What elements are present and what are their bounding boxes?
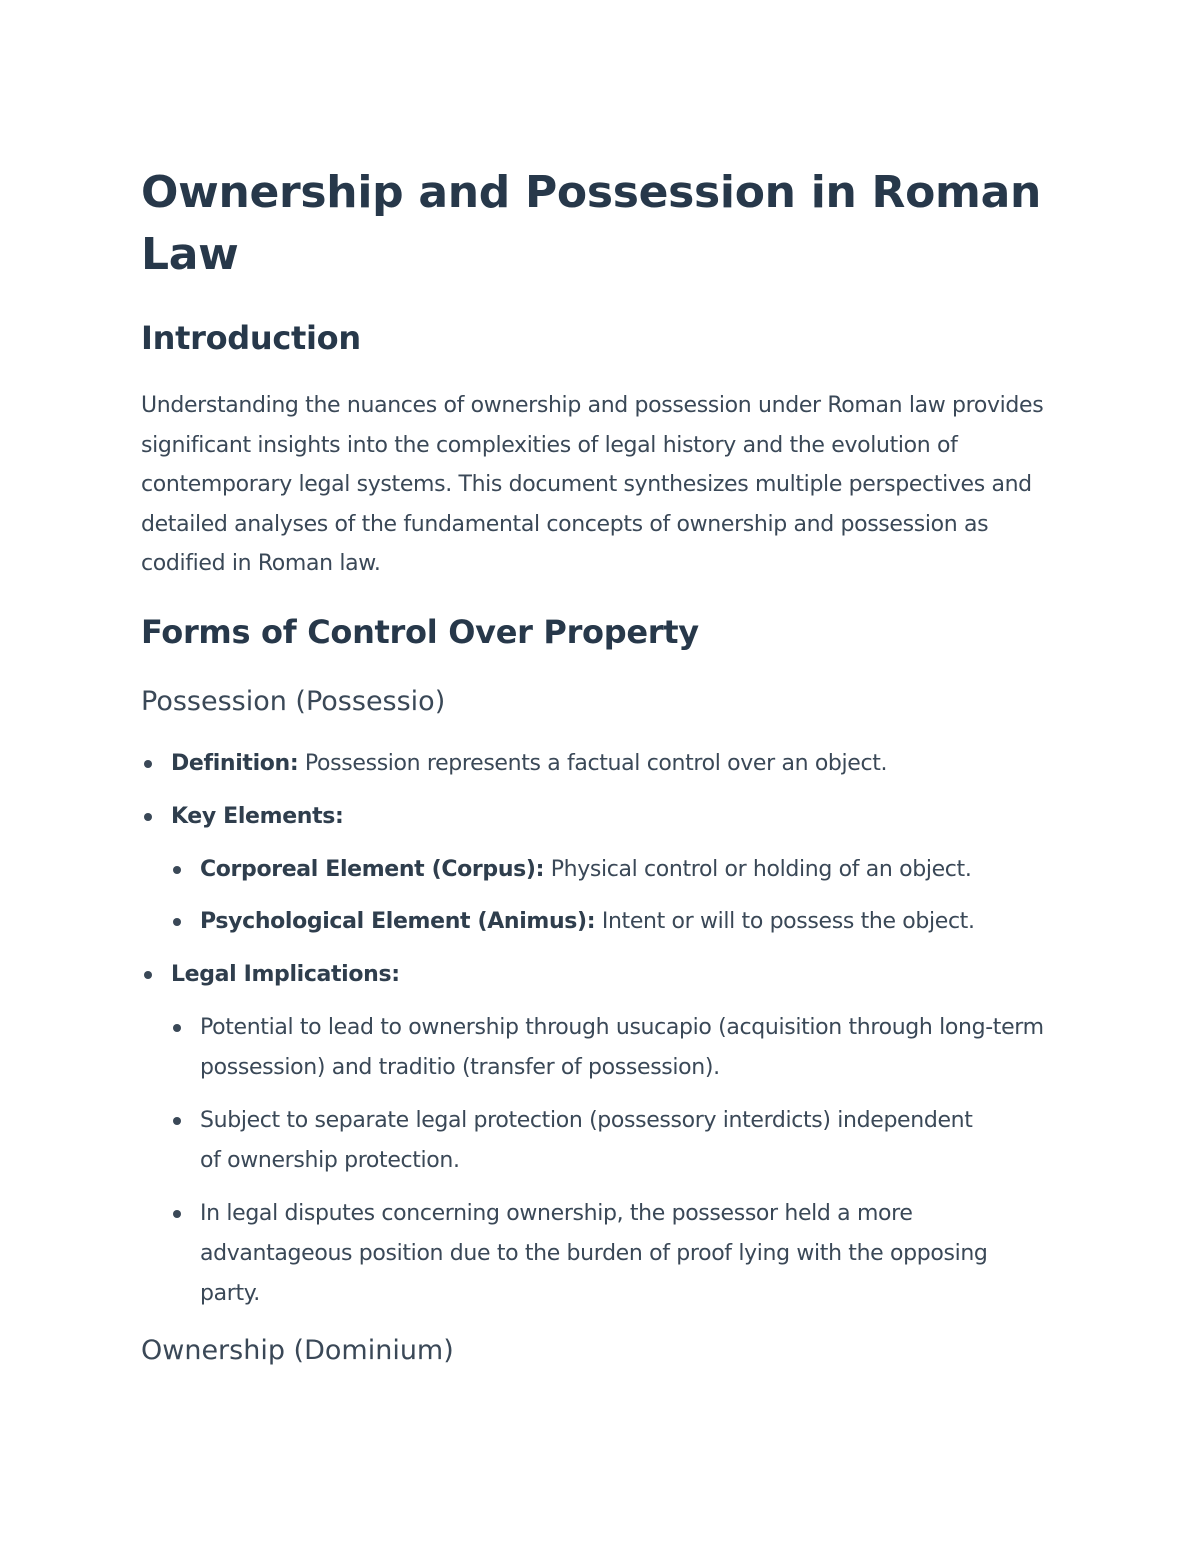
ownership-heading: Ownership (Dominium) xyxy=(141,1335,454,1366)
forms-of-control-heading: Forms of Control Over Property xyxy=(141,613,699,651)
implication-text: Subject to separate legal protection (possessory interdicts) independent of ownership protection. xyxy=(200,1108,973,1173)
implication-text: Potential to lead to ownership through usucapio (acquisition through long-term possession) and traditio (transfer of possession). xyxy=(200,1015,1044,1080)
list-item-implication xyxy=(200,1008,1070,1088)
bullet-icon xyxy=(173,1024,181,1032)
list-item-implication xyxy=(200,1101,980,1181)
list-item-legal-implications xyxy=(171,955,1061,995)
key-elements-label: Key Elements: xyxy=(171,804,344,829)
bullet-icon xyxy=(144,813,152,821)
bullet-icon xyxy=(144,760,152,768)
list-item-implication xyxy=(200,1194,1040,1314)
bullet-icon xyxy=(173,1210,181,1218)
definition-text: Possession represents a factual control over an object. xyxy=(298,751,888,776)
bullet-icon xyxy=(144,971,152,979)
implication-text: In legal disputes concerning ownership, the possessor held a more advantageous position due to the burden of proof lying with the opposing party. xyxy=(200,1201,988,1306)
animus-label: Psychological Element (Animus): xyxy=(200,909,596,934)
bullet-icon xyxy=(173,866,181,874)
corpus-label: Corporeal Element (Corpus): xyxy=(200,857,545,882)
bullet-icon xyxy=(173,918,181,926)
introduction-paragraph: Understanding the nuances of ownership and possession under Roman law provides significant insights into the complexities of legal history and the evolution of contemporary legal systems. This document synthesizes multiple perspectives and detailed analyses of the fundamental concepts of ownership and possession as codified in Roman law. xyxy=(141,393,1044,577)
corpus-text: Physical control or holding of an object. xyxy=(544,857,972,882)
list-item-key-elements xyxy=(171,797,1061,837)
list-item-definition xyxy=(171,744,1061,784)
possession-heading: Possession (Possessio) xyxy=(141,686,446,717)
document-title: Ownership and Possession in Roman Law xyxy=(141,167,1041,280)
introduction-heading: Introduction xyxy=(141,319,361,357)
list-item-corpus xyxy=(200,850,1070,890)
list-item-animus xyxy=(200,902,1070,942)
legal-implications-label: Legal Implications: xyxy=(171,962,400,987)
animus-text: Intent or will to possess the object. xyxy=(595,909,975,934)
definition-label: Definition: xyxy=(171,751,299,776)
bullet-icon xyxy=(173,1117,181,1125)
